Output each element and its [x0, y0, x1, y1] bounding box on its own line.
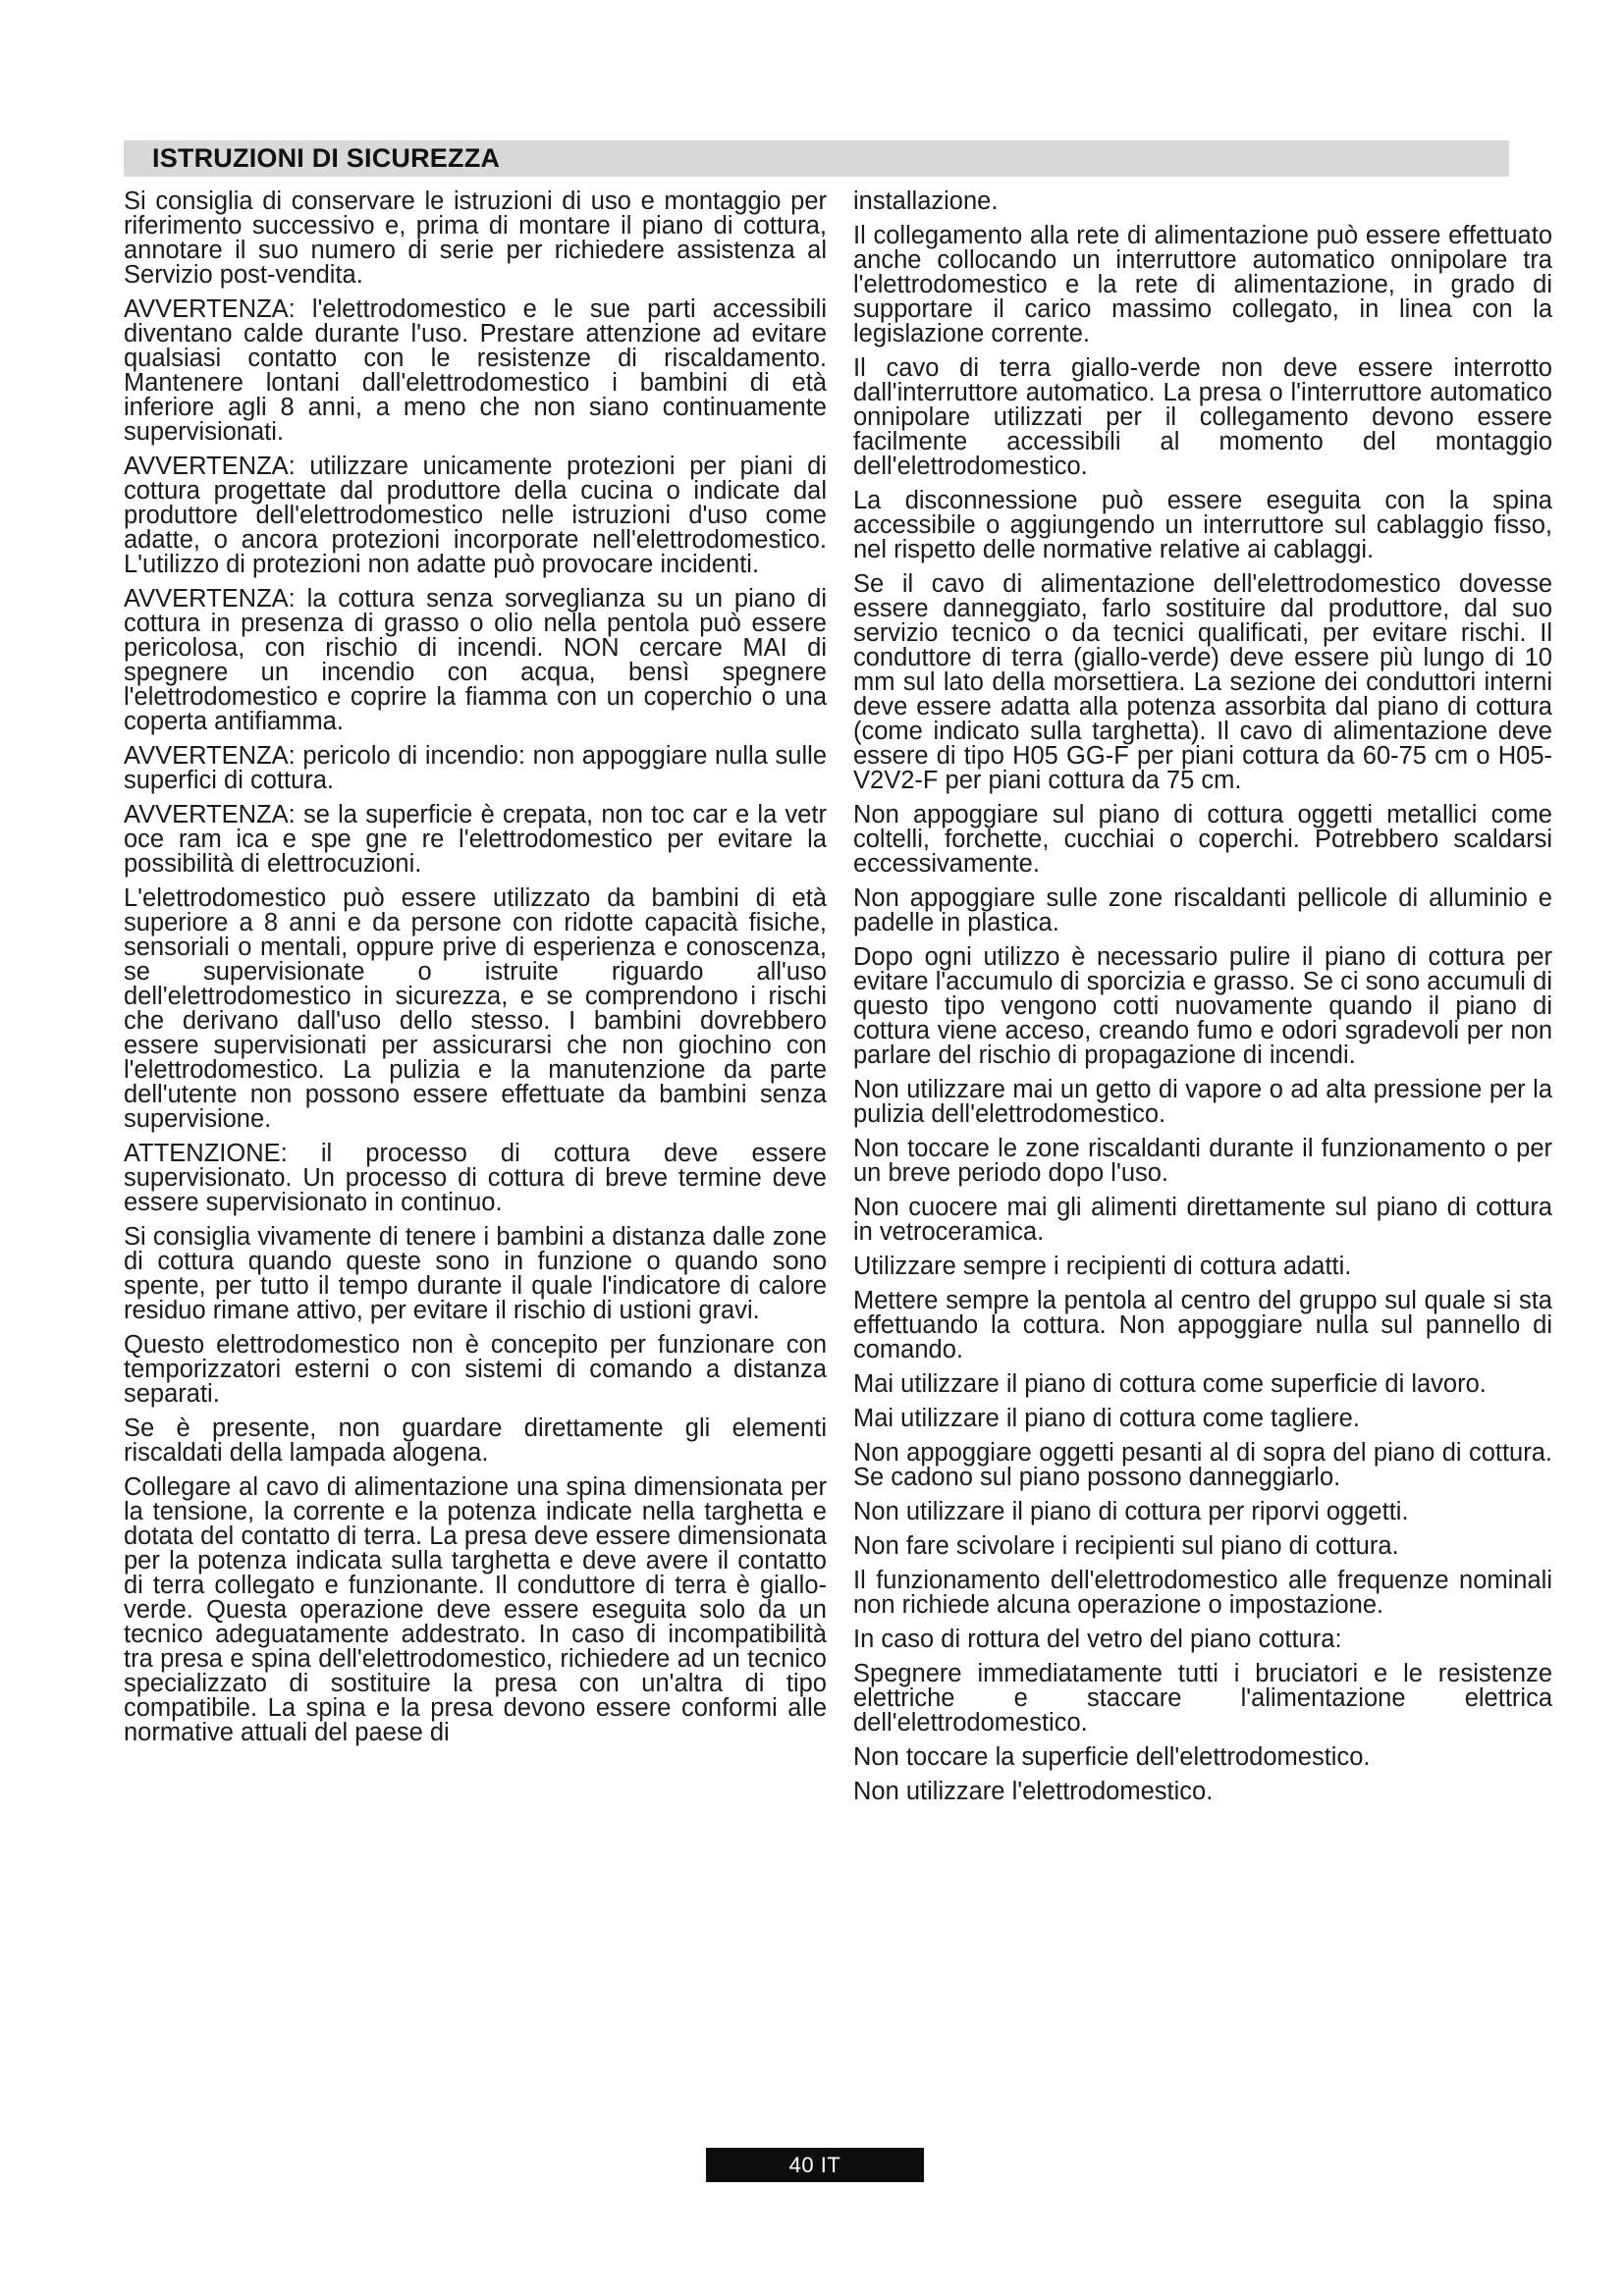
- paragraph: Questo elettrodomestico non è concepito per funzionare con temporizzatori esterni o con sistemi di comando a distanza separati.: [124, 1331, 827, 1408]
- paragraph: AVVERTENZA: l'elettrodomestico e le sue parti accessibili diventano calde durante l'uso. Prestare attenzione ad evitare qualsiasi contatto con le resistenze di riscaldamento. Mantenere lontani dall'elettrodomestico i bambini di età inferiore agli 8 anni, a meno che non siano continuamente supervisionati.: [124, 295, 827, 446]
- paragraph: Non utilizzare il piano di cottura per riporvi oggetti.: [853, 1498, 1409, 1525]
- paragraph: Si consiglia di conservare le istruzioni di uso e montaggio per riferimento successivo e, prima di montare il piano di cottura, annotare il suo numero di serie per richiedere assistenza al Servizio post-vendita.: [124, 187, 827, 289]
- paragraph: Mai utilizzare il piano di cottura come superficie di lavoro.: [853, 1370, 1487, 1398]
- paragraph: installazione.: [853, 187, 999, 215]
- paragraph: AVVERTENZA: utilizzare unicamente protezioni per piani di cottura progettate dal produttore della cucina o indicate dal produttore dell'elettrodomestico nelle istruzioni d'uso come adatte, o ancora protezioni incorporate nell'elettrodomestico. L'utilizzo di protezioni non adatte può provocare incidenti.: [124, 453, 827, 578]
- paragraph: L'elettrodomestico può essere utilizzato da bambini di età superiore a 8 anni e da persone con ridotte capacità fisiche, sensoriali o mentali, oppure prive di esperienza e conoscenza, se supervisionate o istruite riguardo all'uso dell'elettrodomestico in sicurezza, e se comprendono i rischi che derivano dall'uso dello stesso. I bambini dovrebbero essere supervisionati per assicurarsi che non giochino con l'elettrodomestico. La pulizia e la manutenzione da parte dell'utente non possono essere effettuate da bambini senza supervisione.: [124, 884, 827, 1133]
- paragraph: Non toccare le zone riscaldanti durante il funzionamento o per un breve periodo dopo l'uso.: [853, 1135, 1552, 1187]
- paragraph: AVVERTENZA: se la superficie è crepata, non toc car e la vetr oce ram ica e spe gne re l'elettrodomestico per evitare la possibilità di elettrocuzioni.: [124, 801, 827, 878]
- left-column: [124, 189, 827, 1755]
- paragraph: Spegnere immediatamente tutti i bruciatori e le resistenze elettriche e staccare l'alimentazione elettrica dell'elettrodomestico.: [853, 1660, 1552, 1736]
- paragraph: La disconnessione può essere eseguita con la spina accessibile o aggiungendo un interruttore sul cablaggio fisso, nel rispetto delle normative relative ai cablaggi.: [853, 487, 1552, 563]
- paragraph: Collegare al cavo di alimentazione una spina dimensionata per la tensione, la corrente e la potenza indicate nella targhetta e dotata del contatto di terra. La presa deve essere dimensionata per la potenza indicata sulla targhetta e deve avere il contatto di terra collegato e funzionante. Il conduttore di terra è giallo-verde. Questa operazione deve essere eseguita solo da un tecnico adeguatamente addestrato. In caso di incompatibilità tra presa e spina dell'elettrodomestico, richiedere ad un tecnico specializzato di sostituire la presa con un'altra di tipo compatibile. La spina e la presa devono essere conformi alle normative attuali del paese di: [124, 1473, 827, 1746]
- paragraph: AVVERTENZA: la cottura senza sorveglianza su un piano di cottura in presenza di grasso o olio nella pentola può essere pericolosa, con rischio di incendi. NON cercare MAI di spegnere un incendio con acqua, bensì spegnere l'elettrodomestico e coprire la fiamma con un coperchio o una coperta antifiamma.: [124, 585, 827, 735]
- paragraph: In caso di rottura del vetro del piano cottura:: [853, 1626, 1342, 1653]
- paragraph: ATTENZIONE: il processo di cottura deve essere supervisionato. Un processo di cottura di breve termine deve essere supervisionato in continuo.: [124, 1140, 827, 1216]
- paragraph: Non utilizzare mai un getto di vapore o ad alta pressione per la pulizia dell'elettrodomestico.: [853, 1076, 1552, 1128]
- paragraph: Non appoggiare oggetti pesanti al di sopra del piano di cottura. Se cadono sul piano possono danneggiarlo.: [853, 1439, 1552, 1491]
- page-number: 40 IT: [706, 2148, 924, 2182]
- paragraph: Non fare scivolare i recipienti sul piano di cottura.: [853, 1532, 1399, 1560]
- paragraph: Il cavo di terra giallo-verde non deve essere interrotto dall'interruttore automatico. La presa o l'interruttore automatico onnipolare utilizzati per il collegamento devono essere facilmente accessibili al momento del montaggio dell'elettrodomestico.: [853, 354, 1552, 480]
- paragraph: Se il cavo di alimentazione dell'elettrodomestico dovesse essere danneggiato, farlo sostituire dal produttore, dal suo servizio tecnico o da tecnici qualificati, per evitare rischi. Il conduttore di terra (giallo-verde) deve essere più lungo di 10 mm sul lato della morsettiera. La sezione dei conduttori interni deve essere adatta alla potenza assorbita dal piano di cottura (come indicato sulla targhetta). Il cavo di alimentazione deve essere di tipo H05 GG-F per piani cottura da 60-75 cm o H05-V2V2-F per piani cottura da 75 cm.: [853, 570, 1552, 794]
- paragraph: Non toccare la superficie dell'elettrodomestico.: [853, 1743, 1371, 1771]
- paragraph: Si consiglia vivamente di tenere i bambini a distanza dalle zone di cottura quando queste sono in funzione o quando sono spente, per tutto il tempo durante il quale l'indicatore di calore residuo rimane attivo, per evitare il rischio di ustioni gravi.: [124, 1223, 827, 1324]
- right-column: [853, 189, 1552, 1814]
- section-title: ISTRUZIONI DI SICUREZZA: [152, 143, 501, 173]
- paragraph: Utilizzare sempre i recipienti di cottura adatti.: [853, 1253, 1352, 1280]
- section-header: [124, 140, 1509, 177]
- paragraph: Dopo ogni utilizzo è necessario pulire il piano di cottura per evitare l'accumulo di sporcizia e grasso. Se ci sono accumuli di questo tipo vengono cotti nuovamente quando il piano di cottura viene acceso, creando fumo e odori sgradevoli per non parlare del rischio di propagazione di incendi.: [853, 943, 1552, 1069]
- paragraph: Non appoggiare sul piano di cottura oggetti metallici come coltelli, forchette, cucchiai o coperchi. Potrebbero scaldarsi eccessivamente.: [853, 801, 1552, 878]
- paragraph: Mai utilizzare il piano di cottura come tagliere.: [853, 1405, 1360, 1432]
- paragraph: Il collegamento alla rete di alimentazione può essere effettuato anche collocando un interruttore automatico onnipolare tra l'elettrodomestico e la rete di alimentazione, in grado di supportare il carico massimo collegato, in linea con la legislazione corrente.: [853, 222, 1552, 347]
- paragraph: Mettere sempre la pentola al centro del gruppo sul quale si sta effettuando la cottura. Non appoggiare nulla sul pannello di comando.: [853, 1287, 1552, 1363]
- paragraph: Se è presente, non guardare direttamente gli elementi riscaldati della lampada alogena.: [124, 1415, 827, 1467]
- paragraph: AVVERTENZA: pericolo di incendio: non appoggiare nulla sulle superfici di cottura.: [124, 742, 827, 794]
- paragraph: Il funzionamento dell'elettrodomestico alle frequenze nominali non richiede alcuna operazione o impostazione.: [853, 1567, 1552, 1619]
- paragraph: Non cuocere mai gli alimenti direttamente sul piano di cottura in vetroceramica.: [853, 1194, 1552, 1246]
- paragraph: Non appoggiare sulle zone riscaldanti pellicole di alluminio e padelle in plastica.: [853, 884, 1552, 936]
- paragraph: Non utilizzare l'elettrodomestico.: [853, 1778, 1214, 1805]
